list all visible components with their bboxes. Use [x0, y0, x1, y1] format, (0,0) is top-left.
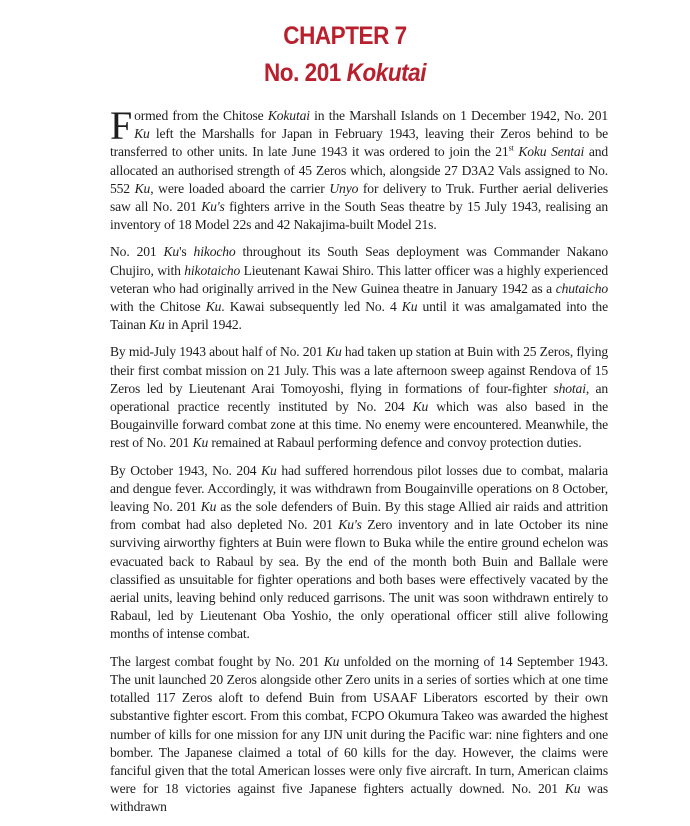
italic-term: Ku	[412, 399, 429, 415]
text-run: Formed from the Chitose	[110, 103, 268, 148]
chapter-number: CHAPTER 7	[283, 22, 407, 50]
chapter-title	[35, 59, 656, 88]
italic-term: Ku's	[201, 199, 225, 215]
paragraph-5	[110, 653, 608, 817]
text-run: , were loaded aboard the carrier	[150, 180, 330, 196]
italic-term: Koku Sentai	[518, 144, 585, 160]
italic-term: Ku	[149, 317, 165, 333]
text-run: Lieutenant Kawai Shiro. This latter officer was a highly experienced veteran who had originally arrived in the New Guinea theatre in January 1942 as a	[110, 262, 608, 296]
text-run: for delivery to Truk. Further aerial deliveries saw all No. 201	[110, 180, 608, 215]
text-run: Zero inventory and in late October its nine surviving airworthy fighters at Buin were flown to Buka while the entire ground echelon was evacuated back to Rabaul by sea. By the end of the month both Buin and Ballale were classified as unsuitable for fighter operations and both bases were effectively vacated by the aerial units, leaving behind only reduced garrisons. The unit was soon withdrawn entirely to Rabaul, led by Lieutenant Oba Yoshio, the only operational officer still alive following months of intense combat.	[110, 517, 609, 642]
italic-term: Kokutai	[267, 108, 310, 123]
italic-term: Ku	[261, 462, 277, 478]
italic-term: Unyo	[329, 180, 359, 196]
text-run: left the Marshalls for Japan in February 1943, leaving their Zeros behind to be transferred to other units. In late June 1943 it was ordered to join the 21	[110, 126, 608, 160]
italic-term: Ku	[564, 781, 581, 797]
paragraph-3	[110, 343, 608, 452]
italic-term: Ku	[134, 126, 150, 142]
text-run: until it was amalgamated into the Tainan	[110, 299, 608, 333]
text-run: was withdrawn	[110, 781, 608, 815]
chapter-title-prefix: No. 201	[263, 59, 347, 87]
text-run: . Kawai subsequently led No. 4	[221, 299, 402, 315]
text-run: By October 1943, No. 204	[110, 462, 262, 478]
italic-term: hikocho	[193, 244, 236, 260]
italic-term: Ku's	[338, 517, 362, 533]
text-run: remained at Rabaul performing defence and convoy protection duties.	[208, 435, 582, 451]
italic-term: hikotaicho	[184, 262, 241, 278]
chapter-body	[110, 103, 609, 826]
text-run: unfolded on the morning of 14 September 1943. The unit launched 20 Zeros alongside other Zero units in a series of sorties which at one time totalled 117 Zeros aloft to defend Buin from USAAF Liberators escorted by their own substantive fighter escort. From this combat, FCPO Okumura Takeo was awarded the highest number of kills for one mission for any IJN unit during the Pacific war: nine fighters and one bomber. The Japanese claimed a total of 60 kills for the day. However, the claims were fanciful given that the total American losses were only five aircraft. In turn, American claims were for 18 victories against five Japanese fighters actually downed. No. 201	[110, 653, 608, 797]
text-run: , an operational practice recently instituted by No. 204	[110, 380, 609, 415]
text-run: By mid-July 1943 about half of No. 201	[110, 344, 327, 360]
text-run: with the Chitose	[110, 299, 206, 315]
text-run: had taken up station at Buin with 25 Zeros, flying their first combat mission on 21 July. This was a late afternoon sweep against Rendova of 15 Zeros led by Lieutenant Arai Tomoyoshi, flying in formations of four-fighter	[110, 344, 608, 396]
italic-term: Ku	[163, 244, 180, 260]
paragraph-1	[110, 103, 609, 234]
text-run: The largest combat fought by No. 201	[110, 653, 324, 669]
text-run: which was also based in the Bougainville forward combat zone at this time. No enemy were encountered. Meanwhile, the rest of No. 201	[110, 399, 608, 451]
text-run: in April 1942.	[164, 317, 242, 333]
italic-term: Ku	[134, 180, 151, 196]
text-run: had suffered horrendous pilot losses due to combat, malaria and dengue fever. Accordingly, it was withdrawn from Bougainville operations on 8 October, leaving No. 201	[110, 462, 608, 515]
text-run: No. 201	[110, 244, 164, 260]
superscript: st	[508, 143, 514, 153]
italic-term: Ku	[401, 299, 418, 315]
text-run: and allocated an authorised strength of 45 Zeros which, alongside 27 D3A2 Vals assigned to No. 552	[110, 144, 609, 196]
text-run: in the Marshall Islands on 1 December 1942, No. 201	[309, 108, 608, 123]
chapter-title-italic: Kokutai	[346, 59, 427, 87]
text-run: 's	[179, 244, 194, 260]
italic-term: Ku	[205, 299, 222, 315]
italic-term: Ku	[192, 435, 209, 451]
text-run: throughout its South Seas deployment was Commander Nakano Chujiro, with	[110, 244, 608, 278]
text-run: fighters arrive in the South Seas theatre by 15 July 1943, realising an inventory of 18 Model 22s and 42 Nakajima-built Model 21s.	[110, 199, 608, 233]
text-run: as the sole defenders of Buin. By this stage Allied air raids and attrition from combat had also depleted No. 201	[110, 499, 608, 533]
paragraph-2	[110, 243, 608, 334]
italic-term: Ku	[323, 653, 340, 669]
paragraph-4	[110, 462, 608, 644]
italic-term: Ku	[326, 344, 342, 360]
italic-term: chutaicho	[555, 280, 608, 296]
italic-term: Ku	[200, 499, 217, 515]
italic-term: shotai	[553, 380, 586, 396]
